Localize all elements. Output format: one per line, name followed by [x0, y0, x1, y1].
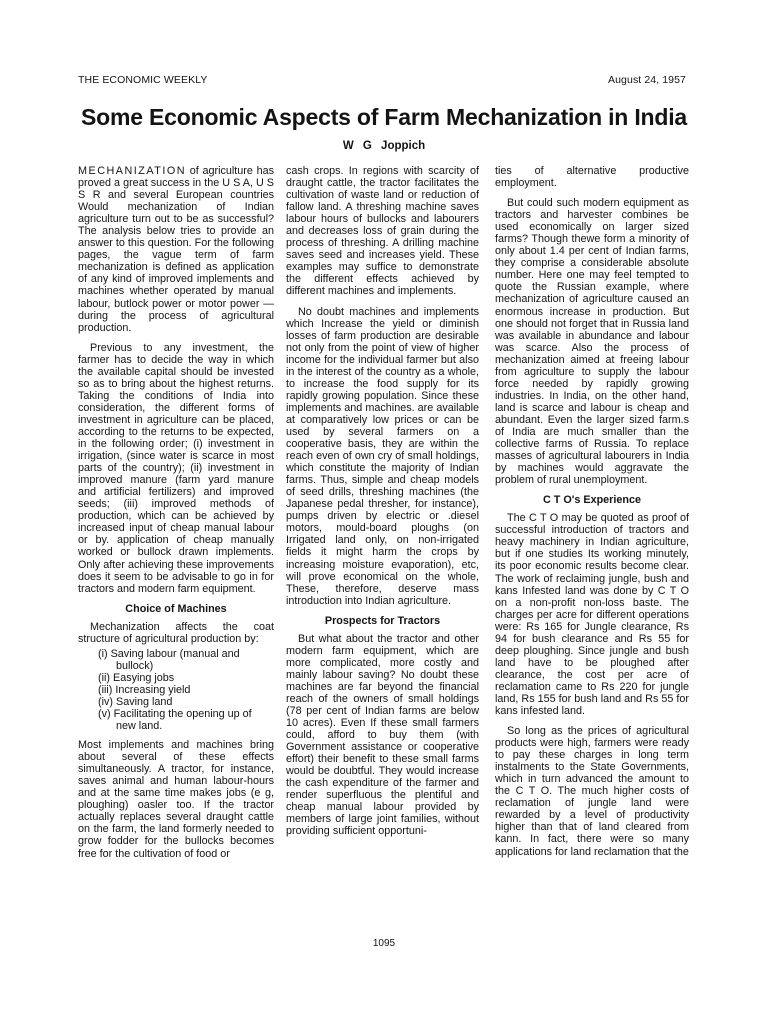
choice-list — [78, 648, 274, 732]
paragraph-cash-crops: cash crops. In regions with scarcity of draught cattle, the tractor facilitates the cultivation of waste land or reduction of fallow land. A threshing machine saves labour hours of bullocks and labourers and decreases loss of grain during the process of threshing. A drilling machine saves seed and increases yield. These examples may suffice to demonstrate the different effects achieved by different machines and implements. — [286, 165, 479, 298]
heading-choice-of-machines: Choice of Machines — [125, 602, 227, 615]
list-item: (iii) Increasing yield — [98, 683, 191, 696]
list-item: (ii) Easying jobs — [98, 671, 175, 684]
paragraph-cto: The C T O may be quoted as proof of successful introduction of tractors and heavy machinery in Indian agriculture, but if one studies Its working minutely, its poor economic results become clear. The work of reclaiming jungle, bush and kans Infested land was done by C T O on a non-profit non-loss baste. The charges per acre for different operations were: Rs 165 for Jungle clearance, Rs 94 for bush clearance and Rs 55 for deep ploughing. Since jungle and bush land have to be ploughed after clearance, the cost per acre of reclamation came to Rs 220 for jungle land, Rs 155 for bush land and Rs 55 for kans infested land. — [495, 512, 689, 718]
paragraph-implements: Most implements and machines bring about several of these effects simultaneously. A tractor, for instance, saves animal and human labour-hours and at the same time makes jobs (e g, ploughing) oasler too. If the tractor actually replaces several draught cattle on the farm, the land formerly needed to grow fodder for the bullocks becomes free for the cultivation of food or — [78, 739, 274, 860]
list-item: (v) Facilitating the opening up of new land. — [98, 708, 252, 733]
list-item: (iv) Saving land — [98, 695, 173, 708]
intro-lead-word: MECHANIZATION — [78, 165, 187, 177]
paragraph-ties: ties of alternative productive employment. — [495, 165, 689, 190]
paragraph-no-doubt: No doubt machines and implements which Increase the yield or diminish losses of farm production are desirable not only from the point of view of higher income for the individual farmer but also in the interest of the country as a whole, to increase the food supply for its rapidly growing population. Since these implements and machines. are available at comparatively low prices or can be used by several farmers on a cooperative basis, they are within the reach even of own cry of small holdings, which constitute the majority of Indian farms. Thus, simple and cheap models of seed drills, threshing machines (the Japanese pedal thresher, for instance), pumps driven by electric or .diesel motors, mould-board ploughs (on Irrigated land only, on non-irrigated fields it might harm the crops by increasing moisture evaporation), etc, will prove economical on the whole, These, therefore, deserve mass introduction into Indian agriculture. — [286, 305, 479, 607]
paragraph-so-long: So long as the prices of agricultural products were high, farmers were ready to pay these charges in long term instalments to the State Governments, which in turn advanced the amount to the C T O. The much higher costs of reclamation of jungle land were rewarded by a level of productivity higher than that of land cleared from kann. In fact, there were so many applications for land reclamation that the — [495, 725, 689, 858]
column-2 — [286, 165, 479, 846]
list-item: (i) Saving labour (manual and bullock) — [98, 647, 240, 672]
paragraph-choice: Mechanization affects the coat structure of agricultural production by: — [78, 620, 274, 645]
page-number: 1095 — [372, 938, 396, 949]
article-title: Some Economic Aspects of Farm Mechanization in India — [80, 104, 688, 130]
paragraph-prospects: But what about the tractor and other modern farm equipment, which are more complicated, more costly and mainly labour saving? No doubt these machines are far beyond the financial reach of the owners of small holdings (78 per cent of Indian farms are below 10 acres). Even If these small farmers could, afford to buy them (with Government assistance or cooperative effort) their benefit to these small farms would be doubtful. They would increase the cash expenditure of the farmer and render superfluous the plentiful and cheap manual labour provided by members of large joint families, without providing sufficient opportuni- — [286, 632, 479, 838]
journal-name: THE ECONOMIC WEEKLY — [78, 74, 208, 86]
intro-text: of agriculture has proved a great success in the U S A, U S S R and several European countries Would mechanization of Indian agriculture turn out to be as successful? The analysis below tries to provide an answer to this question. For the following pages, the vague term of farm mechanization is defined as application of any kind of improved implements and machines whether operated by manual labour, butlock power or motor power — during the process of agricultural production. — [78, 165, 274, 334]
paragraph-investment: Previous to any investment, the farmer has to decide the way in which the available capital should be invested so as to bring about the highest returns. Taking the conditions of India into consideration, the different forms of investment in agriculture can be placed, according to the returns to be expected, in the following order; (i) investment in irrigation, (since water is scarce in most parts of the country); (ii) investment in improved manure (farm yard manure and artificial fertilizers) and improved seeds; (iii) improved methods of production, which can be achieved by increased input of cheap manual labour or by. application of cheap manually worked or bullock drawn implements. Only after achieving these improvements does it seem to be advisable to go in for tractors and modern farm equipment. — [78, 341, 274, 595]
heading-cto-experience: C T O's Experience — [543, 494, 641, 507]
article-author: W G Joppich — [342, 140, 426, 152]
column-1 — [78, 165, 274, 868]
column-3 — [495, 165, 689, 866]
intro-paragraph — [78, 165, 274, 334]
heading-prospects-for-tractors: Prospects for Tractors — [324, 614, 441, 627]
issue-date: August 24, 1957 — [608, 74, 686, 86]
paragraph-could: But could such modern equipment as tractors and harvester combines be used economically on larger sized farms? Though thewe form a minority of only about 1.4 per cent of Indian farms, they comprise a considerable absolute number. Here one may feel tempted to quote the Russian example, where mechanization of agriculture caused an enormous increase in production. But one should not forget that in Russia land was available in abundance and labour was scarce. Also the process of mechanization aimed at freeing labour from agriculture to supply the labour force needed by rapidly growing industries. In India, on the other hand, land is scarce and labour is cheap and abundant. Even the larger sized farm.s of India are much smaller than the collective farms of Russia. To replace masses of agricultural labourers in India by machines would aggravate the problem of rural unemployment. — [495, 197, 689, 487]
